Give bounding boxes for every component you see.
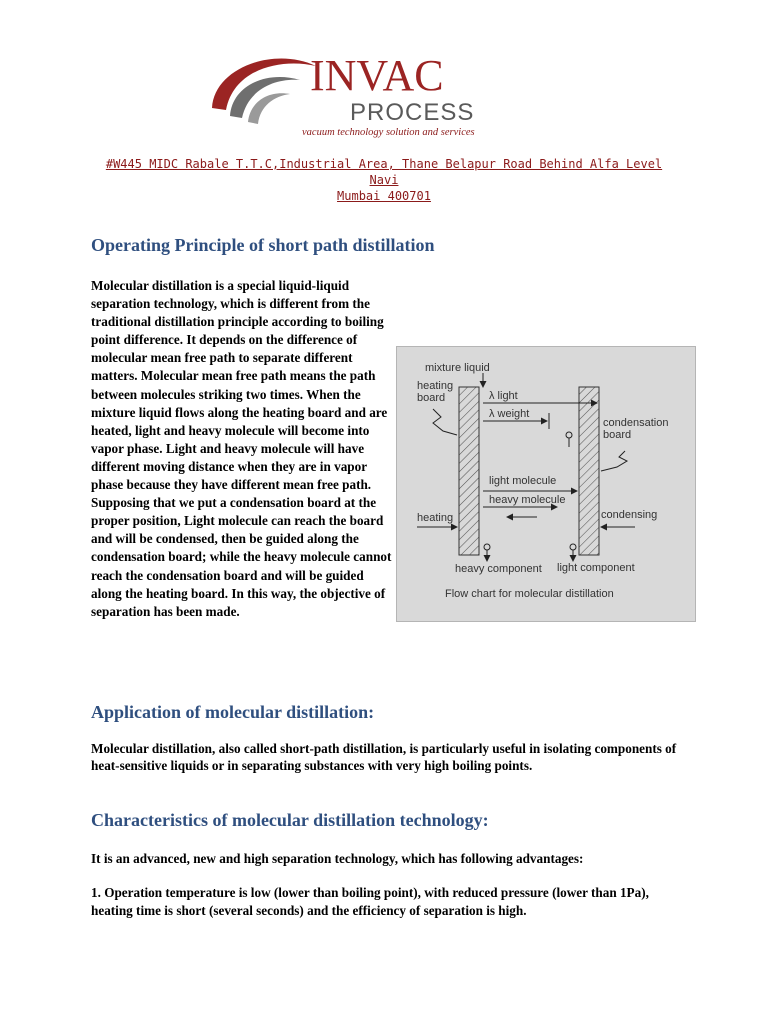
- label-lambda-weight: λ weight: [489, 408, 530, 420]
- molecular-distillation-diagram: [396, 346, 696, 622]
- label-condensation-board-2: board: [603, 429, 632, 441]
- label-mixture-liquid: mixture liquid: [425, 362, 490, 374]
- label-condensing: condensing: [601, 509, 658, 521]
- logo-brand-text: INVAC: [310, 51, 444, 100]
- diagram-caption: Flow chart for molecular distillation: [445, 588, 614, 600]
- company-logo: [204, 48, 504, 143]
- label-heavy-component: heavy component: [455, 563, 542, 575]
- label-heating: heating: [417, 512, 454, 524]
- label-lambda-light: λ light: [489, 390, 518, 402]
- label-light-molecule: light molecule: [489, 475, 557, 487]
- label-heating-board-2: board: [417, 392, 446, 404]
- condensation-board: [579, 387, 599, 555]
- characteristics-heading: Characteristics of molecular distillation technology:: [91, 810, 489, 830]
- label-light-component: light component: [557, 562, 635, 574]
- application-body: Molecular distillation, also called short-path distillation, is particularly useful in isolating components of heat-sensitive liquids or in separating substances with very high boiling points.: [91, 741, 677, 773]
- address-line-1: #W445 MIDC Rabale T.T.C,Industrial Area, Thane Belapur Road Behind Alfa Level Navi: [105, 157, 663, 187]
- label-heating-board-1: heating: [417, 380, 454, 392]
- application-heading: Application of molecular distillation:: [91, 702, 375, 722]
- logo-graphic: [204, 48, 504, 143]
- label-heavy-molecule: heavy molecule: [489, 494, 566, 506]
- light-output-droplet: [570, 544, 576, 550]
- logo-sub-text: PROCESS: [350, 99, 475, 126]
- logo-tagline: vacuum technology solution and services: [302, 127, 475, 138]
- heating-board-pointer: [433, 409, 457, 435]
- condensation-board-pointer: [601, 451, 627, 471]
- operating-principle-body: Molecular distillation is a special liquid-liquid separation technology, which is different from the traditional distillation principle according to boiling point difference. It depends on the difference of molecular mean free path to separate different matters. Molecular mean free path means the path between molecules striking two times. When the mixture liquid flows along the heating board and are heated, light and heavy molecule will become into vapor phase. Light and heavy molecule will have different moving distance when they are in vapor phase because they have different mean free path. Supposing that we put a condensation board at the proper position, Light molecule can reach the board and will be condensed, then be guided along the condensation board; while the heavy molecule cannot reach the condensation board and will be guided along the heating board. In this way, the objective of separation has been made.: [91, 278, 392, 619]
- label-condensation-board-1: condensation: [603, 417, 669, 429]
- operating-principle-heading: Operating Principle of short path distillation: [91, 235, 435, 255]
- address-line-2: Mumbai 400701: [337, 189, 431, 203]
- characteristics-point-1: 1. Operation temperature is low (lower than boiling point), with reduced pressure (lower than 1Pa), heating time is short (several seconds) and the efficiency of separation is high.: [91, 885, 649, 918]
- heating-board: [459, 387, 479, 555]
- droplet-icon: [566, 432, 572, 438]
- logo-swoosh-light: [248, 93, 290, 124]
- diagram-svg: [397, 347, 695, 621]
- company-address[interactable]: [100, 156, 668, 204]
- heavy-output-droplet: [484, 544, 490, 550]
- characteristics-intro: It is an advanced, new and high separation technology, which has following advantages:: [91, 851, 584, 866]
